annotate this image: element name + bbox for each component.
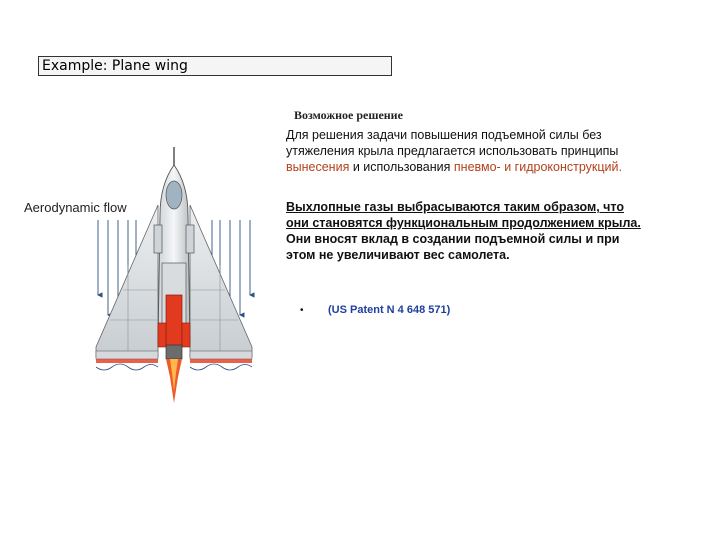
aerodynamic-flow-label: Aerodynamic flow [24,200,127,215]
patent-reference: (US Patent N 4 648 571) [328,304,451,316]
para1-text-2: и использования [349,160,454,174]
plane-diagram-image [88,145,260,415]
para1-highlight-1: вынесения [286,160,350,174]
para1-highlight-2: пневмо- и гидроконструкций. [453,160,622,174]
right-wing [190,205,252,357]
nozzle [166,345,182,359]
slide-title: Example: Plane wing [38,56,392,76]
cockpit [166,181,182,209]
para2-underlined: Выхлопные газы выбрасываются таким образом, что они становятся функциональным продолжением крыла. [286,200,641,230]
solution-paragraph [286,127,646,175]
patent-bullet-item [300,304,450,316]
bullet-mark: • [300,305,304,316]
para2-text: Они вносят вклад в создании подъемной силы и при этом не увеличивают вес самолета. [286,232,620,262]
left-wing [96,205,158,357]
exhaust-paragraph [286,199,648,263]
solution-heading: Возможное решение [294,108,403,122]
engine-exhaust-chamber [166,295,182,347]
para1-text-1: Для решения задачи повышения подъемной силы без утяжеления крыла предлагается использовать принципы [286,128,619,158]
